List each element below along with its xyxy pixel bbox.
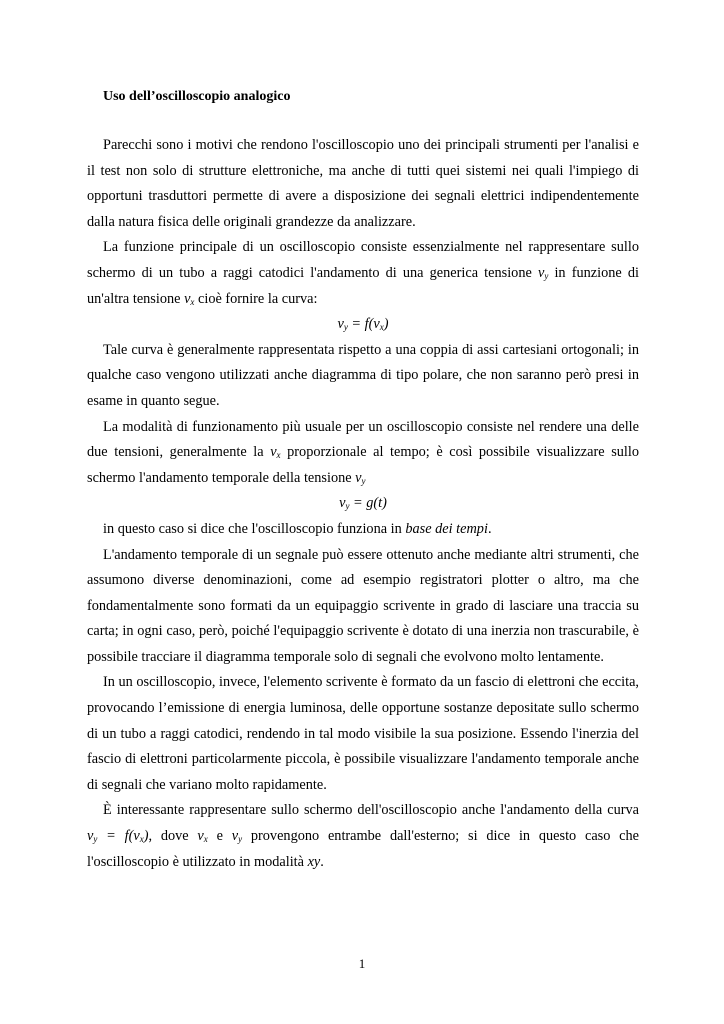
- paragraph-time-base: [87, 517, 639, 543]
- text-run: in questo caso si dice che l'oscilloscopio funziona in: [103, 520, 406, 537]
- subscript-x: x: [276, 450, 281, 461]
- symbol-v: v: [184, 290, 191, 307]
- formula-subscript: x: [379, 322, 384, 333]
- symbol-v: v: [231, 828, 239, 845]
- formula-text: ): [383, 316, 389, 333]
- document-body: [87, 133, 639, 875]
- emphasis-xy: xy: [307, 853, 321, 870]
- paragraph-main-function: [87, 235, 639, 312]
- formula-vy-g-t: [87, 491, 639, 517]
- formula-vy-f-vx: [87, 312, 639, 338]
- formula-subscript: x: [139, 834, 144, 845]
- text-run: provengono entrambe dall'esterno; si dice in questo caso che l'oscilloscopio è utilizzato in modalità: [87, 828, 640, 870]
- text-run: .: [320, 853, 324, 870]
- subscript-y: y: [544, 270, 549, 281]
- paragraph-other-instruments: L'andamento temporale di un segnale può essere ottenuto anche mediante altri strumenti, che assumono diverse denominazioni, come ad esempio registratori plotter o altro, ma che fondamentalmente sono formati da un equipaggio scrivente in grado di lasciare una traccia su carta; in ogni caso, però, poiché l'equipaggio scrivente è dotato di una inerzia non trascurabile, è possibile tracciare il diagramma temporale solo di segnali che evolvono molto lentamente.: [87, 546, 639, 665]
- formula-text: = f(v: [97, 828, 140, 845]
- subscript-x: x: [203, 834, 208, 845]
- formula-subscript: y: [343, 322, 348, 333]
- document-title: Uso dell’oscilloscopio analogico: [103, 89, 291, 104]
- text-run: È interessante rappresentare sullo schermo dell'oscilloscopio anche l'andamento della curva: [103, 802, 639, 819]
- paragraph-xy-mode: [87, 798, 639, 875]
- text-run: cioè fornire la curva:: [194, 290, 318, 307]
- formula-symbol: v: [87, 828, 94, 845]
- text-run: La funzione principale di un oscilloscopio consiste essenzialmente nel rappresentare sullo schermo di un tubo a raggi catodici l'andamento di una generica tensione: [87, 239, 639, 281]
- paragraph-electron-beam: In un oscilloscopio, invece, l'elemento scrivente è formato da un fascio di elettroni che eccita, provocando l’emissione di energia luminosa, delle opportune sostanze depositate sullo schermo di un tubo a raggi catodici, rendendo in tal modo visibile la sua posizione. Essendo l'inerzia del fascio di elettroni particolarmente piccola, è possibile visualizzare l'andamento temporale anche di segnali che variano molto rapidamente.: [87, 674, 639, 793]
- text-run: proporzionale al tempo; è così possibile visualizzare sullo schermo l'andamento temporale della tensione: [87, 444, 639, 486]
- paragraph-intro: Parecchi sono i motivi che rendono l'oscilloscopio uno dei principali strumenti per l'analisi e il test non solo di strutture elettroniche, ma anche di tutti quei sistemi nei quali l'impiego di opportuni trasduttori permette di avere a disposizione dei segnali elettrici indipendentemente dalla natura fisica delle originali grandezze da analizzare.: [87, 137, 639, 230]
- symbol-v: v: [270, 444, 277, 461]
- formula-text: ): [143, 828, 149, 845]
- text-run: La modalità di funzionamento più usuale per un oscilloscopio consiste nel rendere una delle due tensioni, generalmente la: [87, 418, 639, 461]
- page-number: 1: [358, 956, 366, 971]
- formula-symbol: v: [339, 495, 346, 512]
- formula-text: = f(v: [347, 316, 380, 333]
- symbol-v: v: [197, 828, 204, 845]
- formula-symbol: v: [337, 316, 344, 333]
- formula-subscript: y: [93, 834, 98, 845]
- text-run: e: [207, 828, 232, 845]
- formula-subscript: y: [345, 501, 350, 512]
- paragraph-cartesian: Tale curva è generalmente rappresentata rispetto a una coppia di assi cartesiani ortogonali; in qualche caso vengono utilizzati anche diagramma di tipo polare, che non saranno però presi in esame in quanto segue.: [87, 341, 639, 409]
- formula-text: = g(t): [349, 495, 387, 512]
- paragraph-mode: [87, 415, 639, 492]
- text-run: , dove: [148, 828, 198, 845]
- symbol-v: v: [537, 264, 545, 281]
- text-run: in funzione di un'altra tensione: [87, 264, 639, 307]
- subscript-x: x: [190, 296, 195, 307]
- emphasis-base-dei-tempi: base dei tempi: [405, 520, 488, 537]
- text-run: .: [487, 520, 492, 537]
- symbol-v: v: [355, 469, 362, 486]
- subscript-y: y: [238, 834, 243, 845]
- subscript-y: y: [361, 475, 366, 486]
